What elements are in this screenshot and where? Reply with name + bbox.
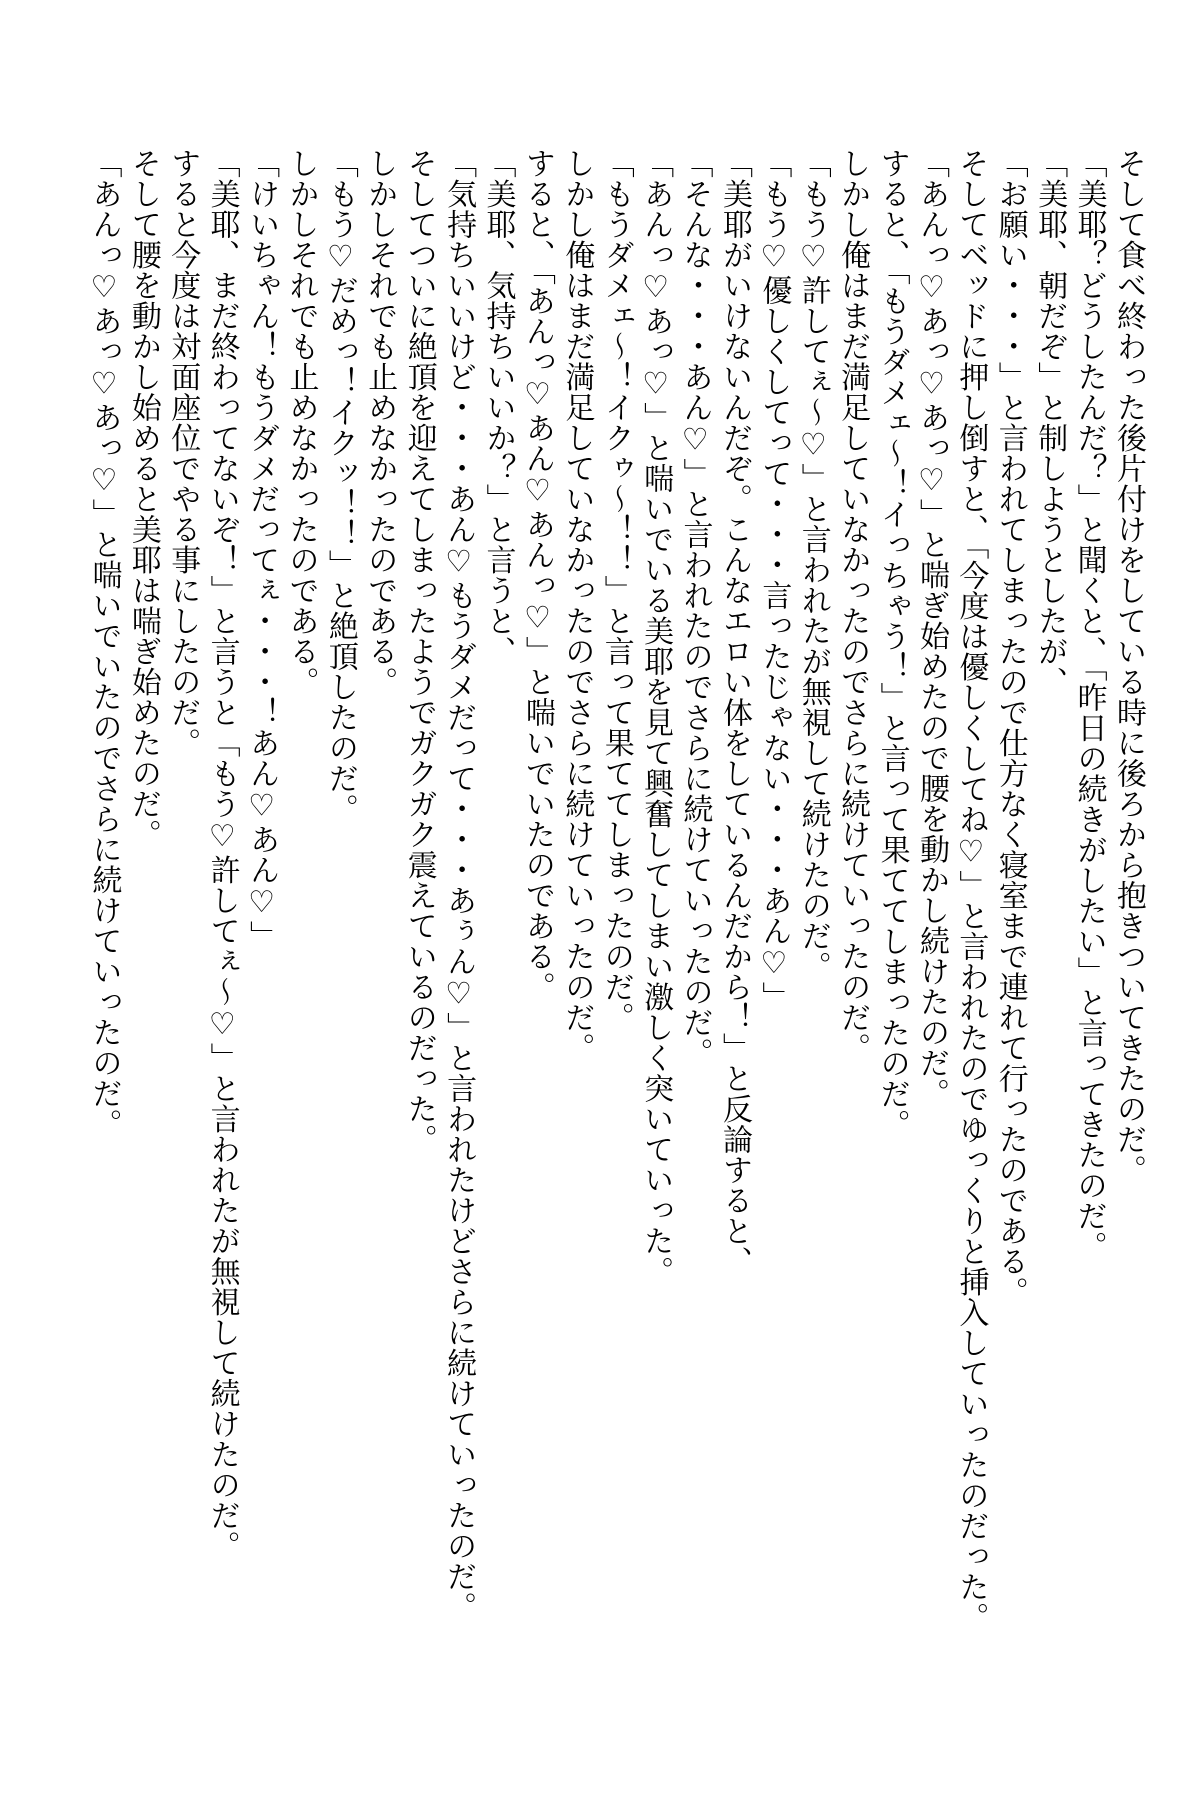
text-line: そしてついに絶頂を迎えてしまったようでガクガク震えているのだった。 <box>401 148 437 1155</box>
text-line: 「美耶、気持ちいいか？」と言うと、 <box>480 148 516 667</box>
text-line: しかし俺はまだ満足していなかったのでさらに続けていったのだ。 <box>835 148 871 1063</box>
text-line: しかしそれでも止めなかったのである。 <box>362 148 398 697</box>
text-line: 「美耶？どうしたんだ？」と聞くと、「昨日の続きがしたい」と言ってきたのだ。 <box>1071 148 1107 1262</box>
text-line: 「お願い・・・」と言われてしまったので仕方なく寝室まで連れて行ったのである。 <box>992 148 1028 1307</box>
text-line: 「そんな・・・あん♡」と言われたのでさらに続けていったのだ。 <box>677 148 713 1068</box>
text-line: そして食べ終わった後片付けをしている時に後ろから抱きついてきたのだ。 <box>1111 148 1146 1185</box>
text-line: すると、「あんっ♡あん♡あんっ♡」と喘いでいたのである。 <box>519 148 555 1002</box>
text-line: 「けいちゃん！もうダメだってぇ・・・！あん♡あん♡」 <box>244 148 280 951</box>
text-line: 「あんっ♡あっ♡あっ♡」と喘いでいたのでさらに続けていったのだ。 <box>86 148 122 1139</box>
text-line: 「美耶、まだ終わってないぞ！」と言うと「もう♡許してぇ～♡」と言われたが無視して続けたのだ。 <box>204 148 240 1561</box>
text-line: 「美耶がいけないんだぞ。こんなエロい体をしているんだから！」と反論すると、 <box>716 148 752 1277</box>
text-line: 「気持ちいいけど・・・あん♡もうダメだって・・・あぅん♡」と言われたけどさらに続けていったのだ。 <box>441 148 477 1622</box>
text-line: すると、「もうダメェ～！イっちゃう！」と言って果ててしまったのだ。 <box>874 148 910 1140</box>
text-line: 「もうダメェ～！イクゥ～！！」と言って果ててしまったのだ。 <box>598 148 634 1033</box>
text-line: 「もう♡だめっ！イクッ！！」と絶頂したのだ。 <box>322 148 358 824</box>
text-line: そして腰を動かし始めると美耶は喘ぎ始めたのだ。 <box>125 148 161 850</box>
text-line: 「あんっ♡あっ♡あっ♡」と喘ぎ始めたので腰を動かし続けたのだ。 <box>913 148 949 1109</box>
text-line: そしてベッドに押し倒すと、「今度は優しくしてね♡」と言われたのでゆっくりと挿入していったのだった。 <box>953 148 989 1633</box>
text-line: 「美耶、朝だぞ」と制しようとしたが、 <box>1032 148 1068 697</box>
text-line: しかしそれでも止めなかったのである。 <box>283 148 319 697</box>
text-line: すると今度は対面座位でやる事にしたのだ。 <box>165 148 201 758</box>
text-line: 「あんっ♡あっ♡」と喘いでいる美耶を見て興奮してしまい激しく突いていった。 <box>638 148 674 1287</box>
text-line: 「もう♡許してぇ～♡」と言われたが無視して続けたのだ。 <box>795 148 831 982</box>
vertical-text-page <box>84 148 1148 1708</box>
text-line: 「もう♡優しくしてって・・・言ったじゃない・・・あん♡」 <box>756 148 792 1012</box>
text-line: しかし俺はまだ満足していなかったのでさらに続けていったのだ。 <box>559 148 595 1063</box>
